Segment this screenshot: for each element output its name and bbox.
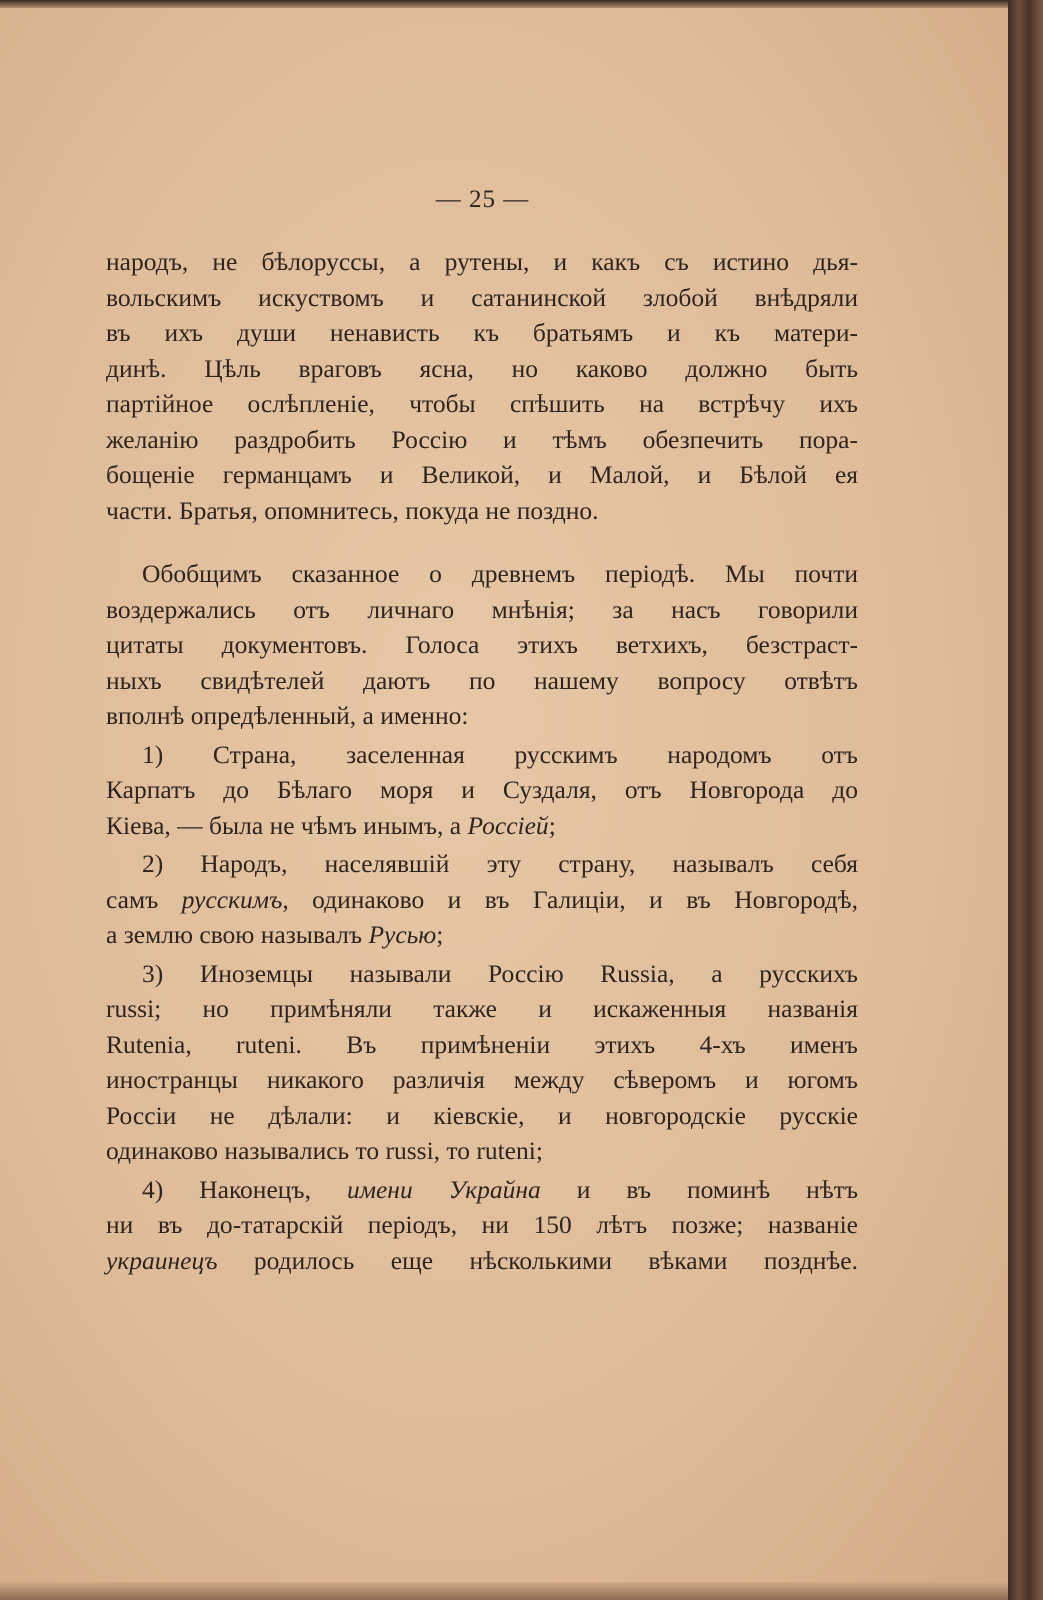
text-line: а землю свою называлъ Русью; [106, 920, 444, 949]
emphasis: русскимъ [181, 884, 283, 914]
text-line: вольскимъ искуствомъ и сатанинской злобой внѣдряли [106, 282, 858, 312]
text-line: ни въ до-татарскій періодъ, ни 150 лѣтъ позже; названіе [106, 1210, 858, 1239]
text-line: russi; но примѣняли также и искаженныя названія [106, 994, 858, 1023]
page-top-edge [0, 0, 1010, 8]
page-number: — 25 — [435, 186, 530, 213]
text-line: Россіи не дѣлали: и кіевскіе, и новгородскіе русскіе [106, 1100, 858, 1130]
text-line: Обобщимъ сказанное о древнемъ періодѣ. Мы почти [142, 559, 858, 588]
text-line: 2) Народъ, населявшій эту страну, называлъ себя [142, 849, 858, 878]
text-line: Кіева, — была не чѣмъ инымъ, а Россіей; [106, 810, 556, 840]
text-line: украинецъ родилось еще нѣсколькими вѣками позднѣе. [106, 1245, 858, 1275]
text-line: Карпатъ до Бѣлаго моря и Суздаля, отъ Новгорода до [106, 775, 858, 804]
body-text [106, 244, 858, 1278]
text-line: 1) Страна, заселенная русскимъ народомъ отъ [142, 739, 858, 769]
text-line: партійное ослѣпленіе, чтобы спѣшить на встрѣчу ихъ [106, 389, 858, 418]
text-line: Rutenia, ruteni. Въ примѣненіи этихъ 4-хъ именъ [106, 1029, 858, 1059]
text-line: динѣ. Цѣль враговъ ясна, но каково должно быть [106, 353, 858, 383]
text-line: части. Братья, опомнитесь, покуда не поздно. [106, 495, 599, 525]
book-spine [1008, 0, 1043, 1600]
text-line: цитаты документовъ. Голоса этихъ ветхихъ, безстраст- [106, 630, 858, 659]
text-line: вполнѣ опредѣленный, а именно: [106, 701, 469, 730]
text-line: воздержались отъ личнаго мнѣнія; за насъ говорили [106, 594, 858, 624]
text-line: 4) Наконецъ, имени Украйна и въ поминѣ нѣтъ [142, 1174, 859, 1204]
text-line: одинаково назывались то russi, то ruteni; [106, 1136, 543, 1165]
text-line: 3) Иноземцы называли Россію Russia, а русскихъ [142, 958, 858, 988]
page-bottom-edge [0, 1582, 1010, 1600]
emphasis: украинецъ [106, 1245, 218, 1275]
text-line: ныхъ свидѣтелей даютъ по нашему вопросу отвѣтъ [106, 665, 858, 695]
text-line: желанію раздробить Россію и тѣмъ обезпечить пора- [106, 424, 858, 454]
text-line: иностранцы никакого различія между сѣверомъ и югомъ [106, 1065, 858, 1094]
text-line: самъ русскимъ, одинаково и въ Галиціи, и въ Новгородѣ, [106, 884, 858, 914]
emphasis: Русью [368, 920, 437, 949]
emphasis: Россіей [467, 810, 549, 840]
text-line: бощеніе германцамъ и Великой, и Малой, и Бѣлой ея [106, 460, 858, 489]
text-line: народъ, не бѣлоруссы, а рутены, и какъ съ истино дья- [106, 247, 858, 276]
emphasis: имени Украйна [346, 1174, 541, 1204]
text-line: въ ихъ души ненависть къ братьямъ и къ матери- [106, 318, 858, 347]
